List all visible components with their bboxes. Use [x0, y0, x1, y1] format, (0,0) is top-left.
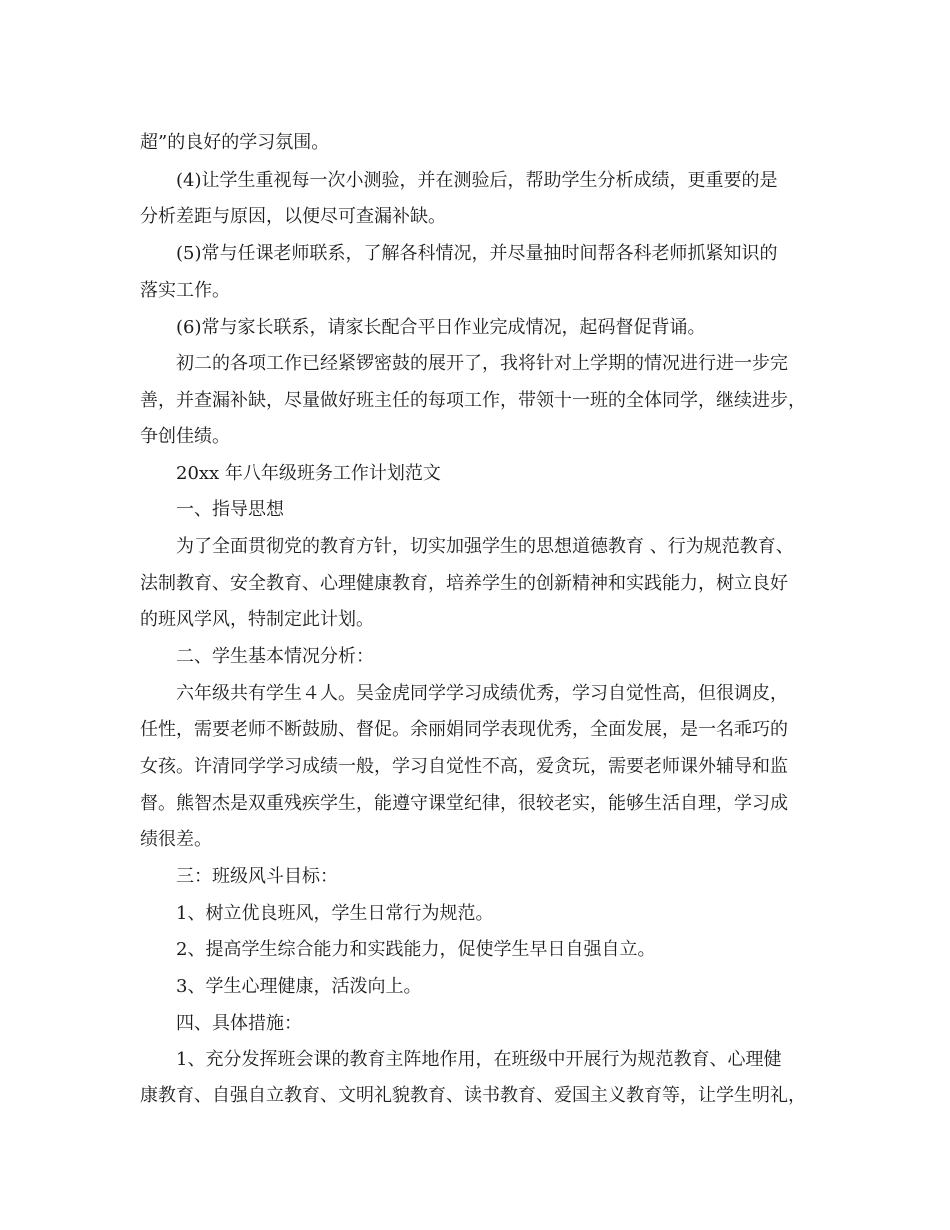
text-line: (6)常与家长联系，请家长配合平日作业完成情况，起码督促背诵。: [176, 317, 706, 338]
text-line: (5)常与任课老师联系，了解各科情况，并尽量抽时间帮各科老师抓紧知识的: [176, 243, 778, 264]
text-line: 的班风学风，特制定此计划。: [140, 609, 374, 630]
text-line: 分析差距与原因，以便尽可查漏补缺。: [140, 206, 446, 227]
section-heading: 三：班级风斗目标：: [176, 866, 338, 887]
text-line: 为了全面贯彻党的教育方针，切实加强学生的思想道德教育 、行为规范教育、: [176, 536, 794, 557]
text-line: 善，并查漏补缺，尽量做好班主任的每项工作，带领十一班的全体同学，继续进步，: [140, 390, 806, 411]
text-line: (4)让学生重视每一次小测验，并在测验后，帮助学生分析成绩，更重要的是: [176, 170, 778, 191]
text-line: 争创佳绩。: [140, 426, 230, 447]
text-line: 落实工作。: [140, 280, 230, 301]
text-line: 法制教育、安全教育、心理健康教育，培养学生的创新精神和实践能力，树立良好: [140, 573, 788, 594]
section-heading: 四、具体措施：: [176, 1013, 302, 1034]
section-heading: 一、指导思想: [176, 499, 284, 520]
text-line: 初二的各项工作已经紧锣密鼓的展开了，我将针对上学期的情况进行进一步完: [176, 353, 788, 374]
text-line: 绩很差。: [140, 829, 212, 850]
text-line: 六年级共有学生４人。吴金虎同学学习成绩优秀，学习自觉性高，但很调皮，: [176, 683, 788, 704]
list-item: 2、提高学生综合能力和实践能力，促使学生早日自强自立。: [176, 939, 656, 960]
list-item: 1、充分发挥班会课的教育主阵地作用，在班级中开展行为规范教育、心理健: [176, 1049, 782, 1070]
text-line: 女孩。许清同学学习成绩一般，学习自觉性不高，爱贪玩，需要老师课外辅导和监: [140, 756, 788, 777]
section-title: 20xx 年八年级班务工作计划范文: [176, 463, 441, 484]
text-line: 康教育、自强自立教育、文明礼貌教育、读书教育、爱国主义教育等，让学生明礼，: [140, 1085, 806, 1106]
section-heading: 二、学生基本情况分析：: [176, 646, 374, 667]
text-line: 督。熊智杰是双重残疾学生，能遵守课堂纪律，很较老实，能够生活自理，学习成: [140, 793, 788, 814]
text-line: 超”的良好的学习氛围。: [140, 132, 330, 153]
text-line: 任性，需要老师不断鼓励、督促。余丽娟同学表现优秀，全面发展，是一名乖巧的: [140, 719, 788, 740]
list-item: 1、树立优良班风，学生日常行为规范。: [176, 903, 494, 924]
list-item: 3、学生心理健康，活泼向上。: [176, 976, 422, 997]
